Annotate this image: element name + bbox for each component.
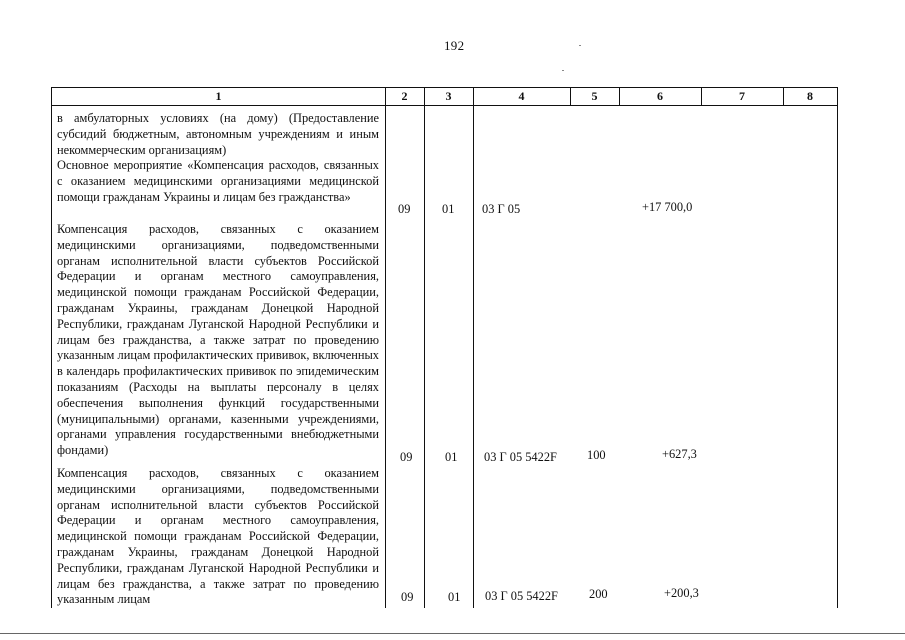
column-divider [424,88,425,608]
table-row-description: Компенсация расходов, связанных с оказанием медицинскими организациями, подведомственными органам исполнительной власти субъектов Российской Федерации и органам местного самоуправления, медицинской помощи гражданам Российской Федерации, гражданам Украины, гражданам Донецкой Народной Республики, гражданам Луганской Народной Республики и лицам без гражданства, а также затрат по проведению указанным лицам профилактических прививок, включенных в календарь профилактических прививок по эпидемическим показаниям (Расходы на выплаты персоналу в целях обеспечения выполнения функций государственными (муниципальными) органами, казенными учреждениями, органами управления государственными внебюджетными фондами) [57,222,379,458]
column-header-2: 2 [401,89,408,103]
scan-speck [562,70,564,71]
row-amount: +17 700,0 [642,200,693,214]
column-header-7: 7 [739,89,745,103]
appropriations-table [51,87,838,608]
row-subsection-code: 01 [448,590,461,604]
column-header-1: 1 [215,89,222,103]
column-header-8: 8 [807,89,813,103]
column-header-6: 6 [657,89,663,103]
row-expense-type: 200 [589,587,608,601]
page-edge-line [0,633,905,634]
row-subsection-code: 01 [445,450,458,464]
column-divider [619,88,620,105]
row-expense-type: 100 [587,448,606,462]
table-header-row [52,88,837,106]
row-target-article: 03 Г 05 [482,202,521,216]
table-row-description: Компенсация расходов, связанных с оказанием медицинскими организациями, подведомственными органам исполнительной власти субъектов Российской Федерации и органам местного самоуправления, медицинской помощи гражданам Российской Федерации, гражданам Украины, гражданам Донецкой Народной Республики, гражданам Луганской Народной Республики и лицам без гражданства, а также затрат по проведению указанным лицам [57,466,379,607]
page-number: 192 [444,38,465,53]
row-target-article: 03 Г 05 5422F [485,589,558,603]
row-section-code: 09 [400,450,413,464]
row-amount: +200,3 [664,586,699,600]
row-subsection-code: 01 [442,202,455,216]
column-divider [473,88,474,608]
table-row-description: в амбулаторных условиях (на дому) (Предоставление субсидий бюджетным, автономным учреждениям и иным некоммерческим организациям) [57,111,379,157]
row-section-code: 09 [398,202,411,216]
column-divider [701,88,702,105]
column-header-4: 4 [518,89,525,103]
column-divider [385,88,386,608]
column-divider [783,88,784,105]
column-divider [570,88,571,105]
row-section-code: 09 [401,590,414,604]
table-row-description: Основное мероприятие «Компенсация расходов, связанных с оказанием медицинскими организациями медицинской помощи гражданам Украины и лицам без гражданства» [57,158,379,204]
column-header-5: 5 [591,89,598,103]
scan-speck [579,45,581,46]
row-amount: +627,3 [662,447,697,461]
row-target-article: 03 Г 05 5422F [484,450,557,464]
column-header-3: 3 [445,89,452,103]
